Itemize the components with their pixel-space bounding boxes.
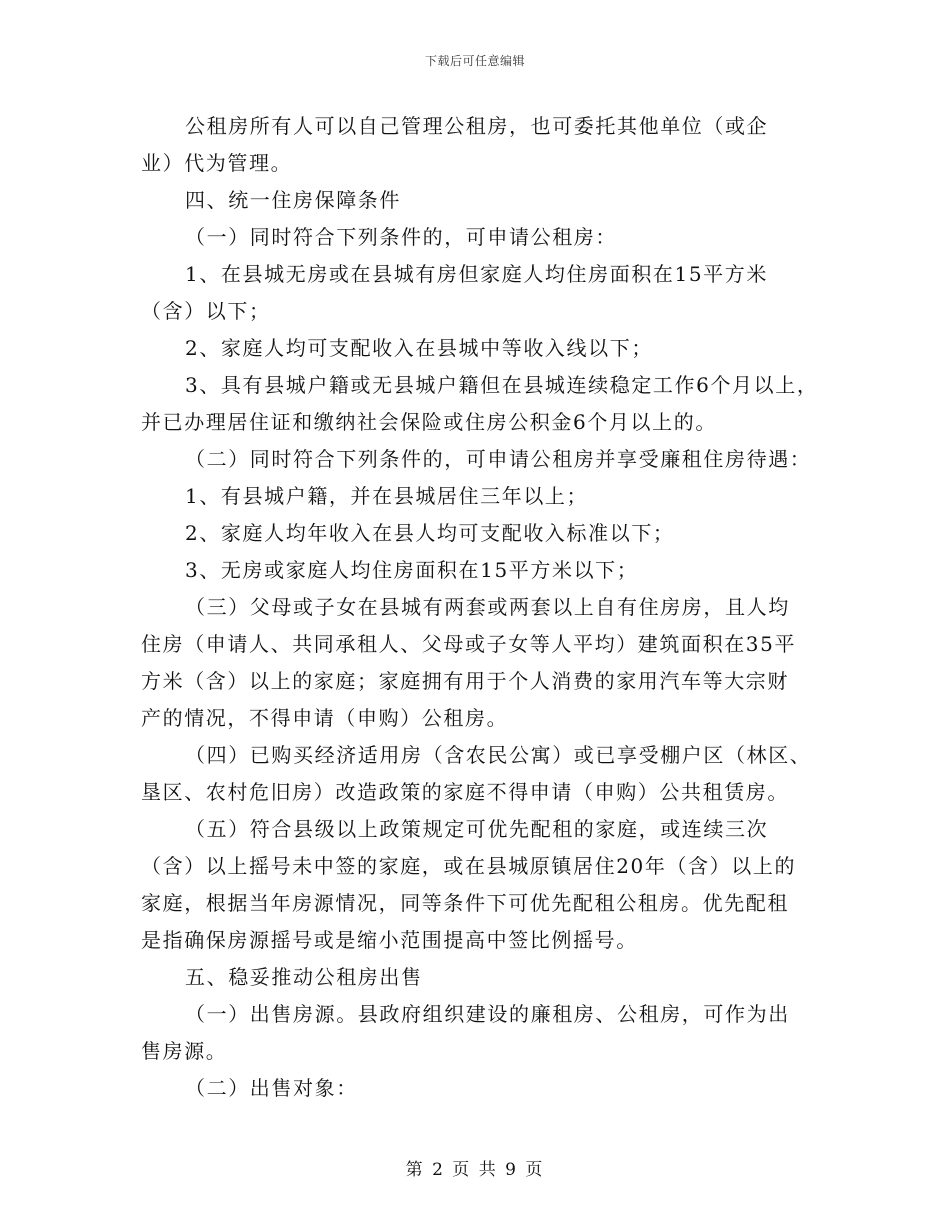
text-line: （含）以下； xyxy=(141,299,271,323)
text-line: 五、稳妥推动公租房出售 xyxy=(185,965,423,989)
text-line: （含）以上摇号未中签的家庭，或在县城原镇居住20年（含）以上的 xyxy=(141,854,797,878)
text-line: 住房（申请人、共同承租人、父母或子女等人平均）建筑面积在35平 xyxy=(141,632,797,656)
text-line: （四）已购买经济适用房（含农民公寓）或已享受棚户区（林区、 xyxy=(185,743,812,767)
text-line: （一）同时符合下列条件的，可申请公租房： xyxy=(185,225,617,249)
text-line: 3、无房或家庭人均住房面积在15平方米以下； xyxy=(185,558,639,582)
text-line: 1、在县城无房或在县城有房但家庭人均住房面积在15平方米 xyxy=(185,262,768,286)
text-line: 1、有县城户籍，并在县城居住三年以上； xyxy=(185,484,589,508)
text-line: 2、家庭人均可支配收入在县城中等收入线以下； xyxy=(185,336,653,360)
text-line: 垦区、农村危旧房）改造政策的家庭不得申请（申购）公共租赁房。 xyxy=(141,780,789,804)
text-line: 售房源。 xyxy=(141,1039,228,1063)
text-line: （二）同时符合下列条件的，可申请公租房并享受廉租住房待遇： xyxy=(185,447,812,471)
text-line: （五）符合县级以上政策规定可优先配租的家庭，或连续三次 xyxy=(185,817,769,841)
page-header: 下载后可任意编辑 xyxy=(424,54,525,68)
text-line: 是指确保房源摇号或是缩小范围提高中签比例摇号。 xyxy=(141,928,638,952)
text-line: 并已办理居住证和缴纳社会保险或住房公积金6个月以上的。 xyxy=(141,410,717,434)
text-line: （二）出售对象： xyxy=(185,1076,358,1100)
text-line: （三）父母或子女在县城有两套或两套以上自有住房房，且人均 xyxy=(185,595,790,619)
text-line: 业）代为管理。 xyxy=(141,151,293,175)
text-line: 四、统一住房保障条件 xyxy=(185,188,401,212)
document-body xyxy=(141,108,819,1107)
text-line: （一）出售房源。县政府组织建设的廉租房、公租房，可作为出 xyxy=(185,1002,790,1026)
text-line: 产的情况，不得申请（申购）公租房。 xyxy=(141,706,509,730)
text-line: 3、具有县城户籍或无县城户籍但在县城连续稳定工作6个月以上， xyxy=(185,373,819,397)
text-line: 家庭，根据当年房源情况，同等条件下可优先配租公租房。优先配租 xyxy=(141,891,789,915)
page-number-footer: 第 2 页 共 9 页 xyxy=(405,1160,545,1180)
text-line: 方米（含）以上的家庭；家庭拥有用于个人消费的家用汽车等大宗财 xyxy=(141,669,789,693)
text-line: 公租房所有人可以自己管理公租房，也可委托其他单位（或企 xyxy=(185,114,769,138)
text-line: 2、家庭人均年收入在县人均可支配收入标准以下； xyxy=(185,521,675,545)
